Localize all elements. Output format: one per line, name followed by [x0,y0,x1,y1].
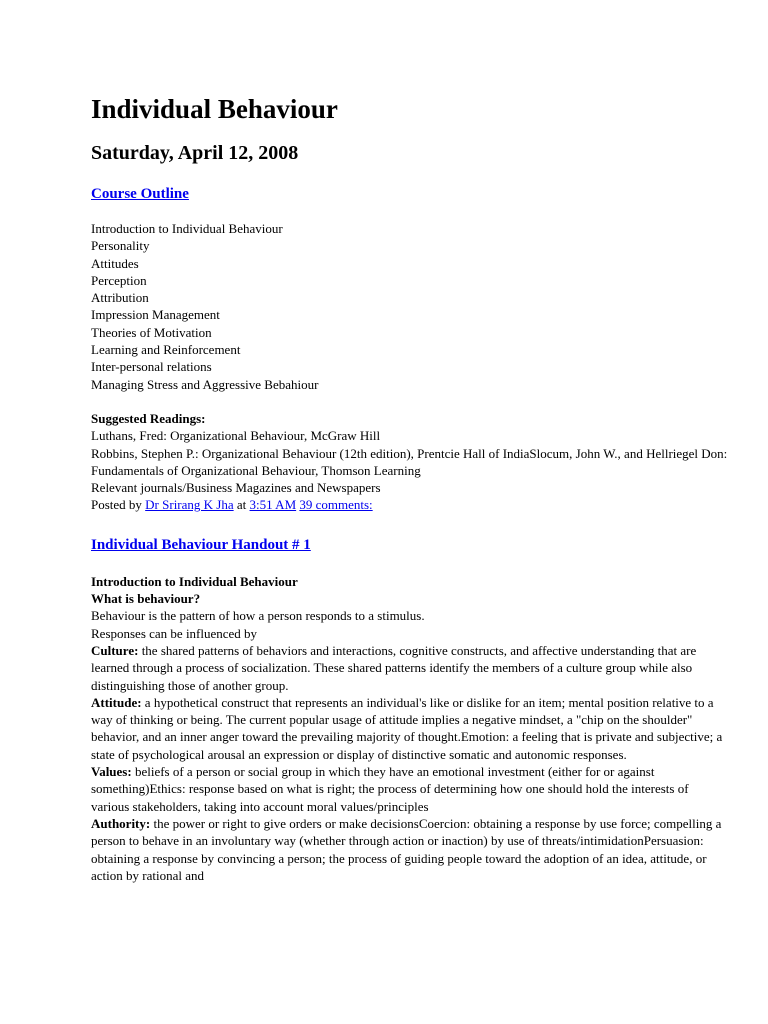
term-text: beliefs of a person or social group in which they have an emotional investment (either for or against something)Ethics: response based on what is right; the process of determining how one should hold the interests of various stakeholders, taking into account moral values/principles [91,764,689,814]
outline-item: Personality [91,238,150,254]
at-label: at [236,497,247,513]
outline-item: Perception [91,272,147,288]
post-footer [91,496,728,513]
handout-definition: Behaviour is the pattern of how a person responds to a stimulus. [91,608,425,624]
outline-item: Attitudes [91,255,139,271]
term-text: a hypothetical construct that represents an individual's like or dislike for an item; mental position relative to a way of thinking or being. The current popular usage of attitude implies a negative mindset, a "chip on the shoulder" behavior, and an inner anger toward the prevailing majority of thought.Emotion: a feeling that is private and subjective; a state of psychological arousal an expression or display of distinctive somatic and autonomic responses. [91,694,723,762]
handout-body [91,573,728,884]
date-header: Saturday, April 12, 2008 [91,142,299,164]
readings-label: Suggested Readings: [91,410,206,426]
comments-link[interactable]: 39 comments: [299,497,373,513]
outline-item: Managing Stress and Aggressive Bebahiour [91,376,319,392]
reading-item: Robbins, Stephen P.: Organizational Behaviour (12th edition), Prentcie Hall of IndiaSlocum, John W., and Hellriegel Don: Fundamentals of Organizational Behaviour, Thomson Learning [91,445,728,478]
post-title [91,185,728,203]
term-paragraph-attitude [91,694,728,763]
post-time-link[interactable]: 3:51 AM [249,497,297,513]
post-title [91,536,728,554]
term-text: the power or right to give orders or make decisionsCoercion: obtaining a response by use force; compelling a person to behave in an involuntary way (whether through action or inaction) by use of threats/intimidationPersuasion: obtaining a response by convincing a person; the process of guiding people toward the adoption of an idea, attitude, or action by rational and [91,815,722,883]
post-title-link-course-outline[interactable]: Course Outline [91,186,189,202]
term-paragraph-authority [91,815,728,884]
term-label: Attitude: [91,694,142,710]
suggested-readings [91,410,728,496]
outline-item: Theories of Motivation [91,324,212,340]
outline-item: Inter-personal relations [91,359,212,375]
term-paragraph-values [91,763,728,815]
post-title-link-handout-1[interactable]: Individual Behaviour Handout # 1 [91,536,311,553]
term-label: Values: [91,764,132,780]
term-label: Authority: [91,815,151,831]
outline-item: Attribution [91,290,149,306]
post-handout-1 [91,536,728,884]
handout-subheading: Introduction to Individual Behaviour [91,573,298,589]
handout-influenced: Responses can be influenced by [91,625,258,641]
reading-item: Luthans, Fred: Organizational Behaviour, McGraw Hill [91,428,381,444]
author-link[interactable]: Dr Srirang K Jha [145,497,234,513]
reading-item: Relevant journals/Business Magazines and Newspapers [91,480,381,496]
outline-item: Impression Management [91,307,220,323]
term-label: Culture: [91,642,139,658]
posted-by-label: Posted by [91,497,142,513]
course-outline-list [91,220,728,393]
blog-title: Individual Behaviour [91,94,338,124]
outline-item: Learning and Reinforcement [91,342,241,358]
outline-item: Introduction to Individual Behaviour [91,221,283,236]
term-text: the shared patterns of behaviors and interactions, cognitive constructs, and affective understanding that are learned through a process of socialization. These shared patterns identify the members of a culture group while also distinguishing those of another group. [91,642,697,693]
term-paragraph-culture [91,642,728,694]
post-course-outline [91,185,728,514]
handout-question: What is behaviour? [91,591,201,607]
